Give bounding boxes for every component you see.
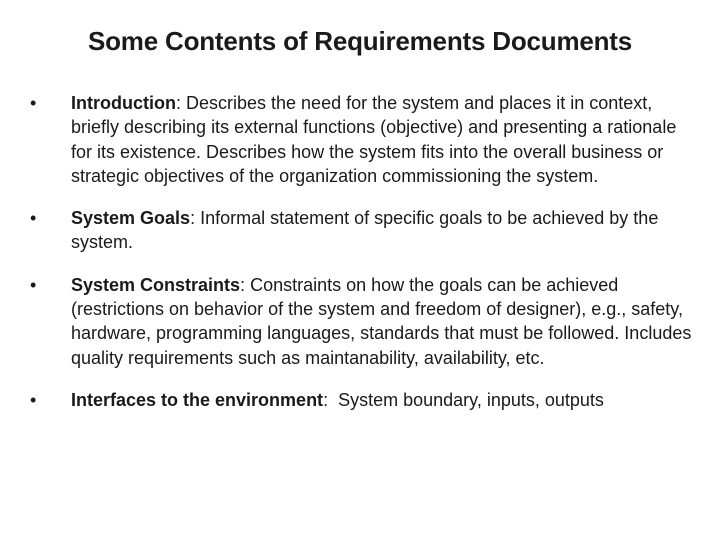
- bullet-icon: •: [30, 208, 37, 229]
- bullet-list: [30, 91, 700, 430]
- bullet-text: Constraints on how the goals can be achieved (restrictions on behavior of the system and freedom of designer), e.g., safety, hardware, programming languages, standards that must be followed. Includes quality requirements such as maintanability, availability, etc.: [71, 274, 692, 368]
- bullet-term: Introduction: [71, 93, 176, 113]
- bullet-item-introduction: [30, 91, 700, 188]
- bullet-icon: •: [30, 274, 37, 295]
- bullet-text: Informal statement of specific goals to be achieved by the system.: [71, 208, 659, 253]
- slide-title: Some Contents of Requirements Documents: [87, 26, 633, 56]
- bullet-text: Describes the need for the system and places it in context, briefly describing its external functions (objective) and presenting a rationale for its existence. Describes how the system fits into the overall business or strategic objectives of the organization commissioning the system.: [71, 93, 677, 186]
- bullet-term: System Goals: [71, 208, 191, 229]
- bullet-icon: •: [30, 93, 37, 113]
- bullet-text: System boundary, inputs, outputs: [338, 389, 604, 410]
- bullet-term: System Constraints: [71, 274, 241, 295]
- bullet-icon: •: [30, 389, 37, 410]
- bullet-separator: :: [175, 93, 186, 113]
- bullet-separator: :: [190, 208, 201, 229]
- bullet-term: Interfaces to the environment: [71, 389, 324, 410]
- bullet-item-interfaces: [30, 388, 700, 412]
- bullet-item-system-goals: [30, 206, 700, 255]
- bullet-separator: :: [240, 274, 251, 295]
- bullet-separator: :: [323, 389, 339, 410]
- bullet-item-system-constraints: [30, 273, 700, 370]
